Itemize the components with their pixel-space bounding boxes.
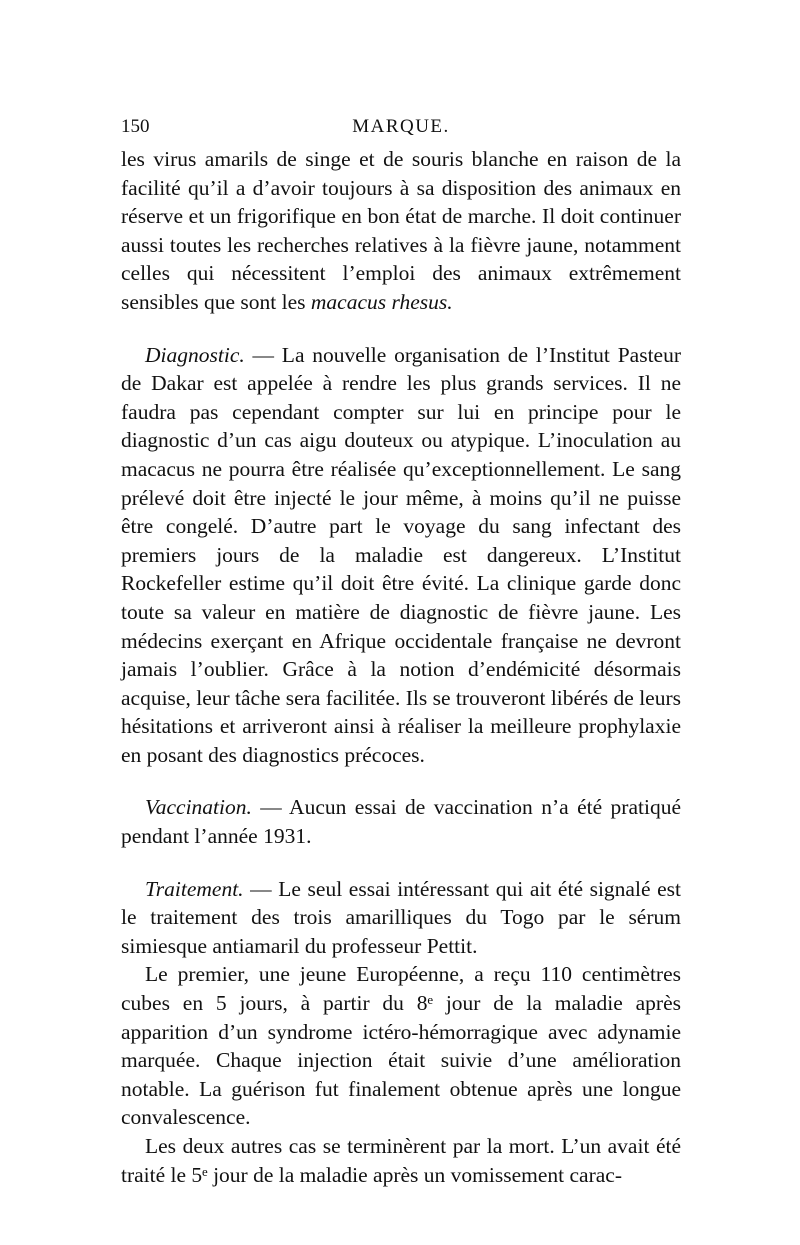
section-traitement [121, 875, 681, 961]
section-heading-diagnostic: Diagnostic. [145, 342, 245, 367]
paragraph-other-cases: Les deux autres cas se terminèrent par la mort. L’un avait été traité le 5ᵉ jour de la maladie après un vomissement carac- [121, 1134, 681, 1187]
page-body [121, 145, 681, 1189]
section-text-diagnostic: — La nouvelle organisation de l’Institut Pasteur de Dakar est appelée à rendre les plus grands services. Il ne faudra pas cependant compter sur lui en principe pour le diagnostic d’un cas aigu douteux ou atypique. L’inoculation au macacus ne pourra être réalisée qu’exceptionnellement. Le sang prélevé doit être injecté le jour même, à moins qu’il ne puisse être congelé. D’autre part le voyage du sang infectant des premiers jours de la maladie est dangereux. L’Institut Rockefeller estime qu’il doit être évité. La clinique garde donc toute sa valeur en matière de diagnostic de fièvre jaune. Les médecins exerçant en Afrique occidentale française ne devront jamais l’oublier. Grâce à la notion d’endémicité désormais acquise, leur tâche sera facilitée. Ils se trouveront libérés de leurs hésitations et arriveront ainsi à réaliser la meilleure prophylaxie en posant des diagnostics précoces. [121, 342, 681, 767]
paragraph-continuation [121, 145, 681, 317]
section-diagnostic [121, 341, 681, 770]
running-head: MARQUE. [352, 116, 450, 137]
section-text-vaccination: — Aucun essai de vaccination n’a été pratiqué pendant l’année 1931. [121, 795, 681, 849]
section-heading-vaccination: Vaccination. [145, 795, 252, 820]
paragraph-text: les virus amarils de singe et de souris blanche en raison de la facilité qu’il a d’avoir toujours à sa disposition des animaux en réserve et un frigorifique en bon état de marche. Il doit continuer aussi toutes les recherches relatives à la fièvre jaune, notamment celles qui nécessitent l’emploi des animaux extrêmement sensibles que sont les [121, 147, 681, 314]
section-text-traitement: — Le seul essai intéressant qui ait été signalé est le traitement des trois amarilliques du Togo par le sérum simiesque antiamaril du professeur Pettit. [121, 876, 681, 958]
section-vaccination [121, 793, 681, 850]
page-number: 150 [121, 116, 150, 137]
section-heading-traitement: Traitement. [145, 876, 244, 901]
species-name: macacus rhesus. [310, 289, 453, 314]
page-header [121, 116, 681, 142]
paragraph-first-case: Le premier, une jeune Européenne, a reçu 110 centimètres cubes en 5 jours, à partir du 8ᵉ jour de la maladie après apparition d’un syndrome ictéro-hémorragique avec adynamie marquée. Chaque injection était suivie d’une amélioration notable. La guérison fut finalement obtenue après une longue convalescence. [121, 962, 681, 1130]
